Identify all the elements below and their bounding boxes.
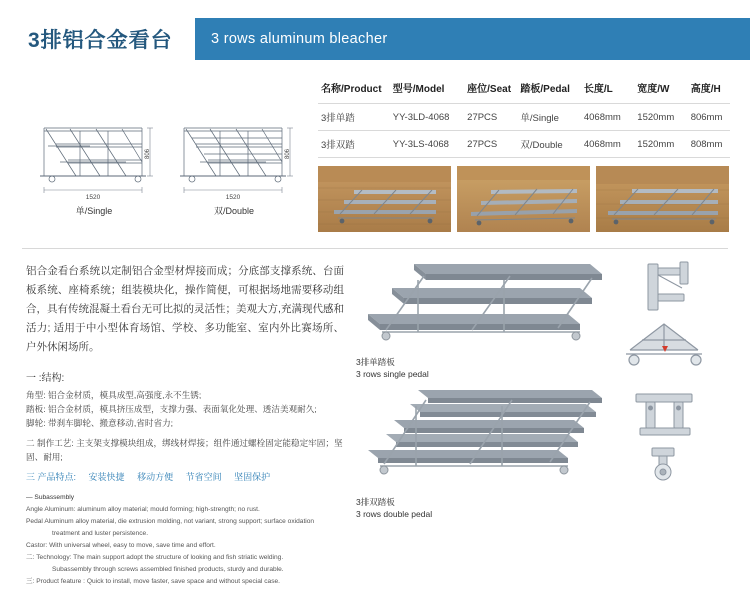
table-header-cell: 名称/Product	[318, 74, 390, 104]
drawing-caption-single: 单/Single	[75, 206, 113, 216]
en-line-2: Pedal Aluminum alloy material, die extrusion molding, not variant, strong support; surface oxidation	[26, 518, 315, 525]
illustration-caption-double-cn: 3排双踏板	[356, 497, 395, 507]
table-header-row	[318, 74, 730, 104]
illustration-single-pedal	[352, 258, 612, 358]
product-photo-2	[457, 166, 590, 232]
structure-title: 一 :结构:	[26, 373, 65, 384]
table-cell: YY-3LS-4068	[390, 131, 464, 158]
table-cell: 806mm	[688, 104, 730, 131]
description-block	[26, 262, 344, 589]
english-description	[26, 493, 344, 587]
spec-table	[318, 74, 730, 158]
table-cell: 808mm	[688, 131, 730, 158]
product-features	[26, 470, 344, 483]
en-line-1: Angle Aluminum: aluminum alloy material; mould forming; high-strength; no rust.	[26, 506, 260, 513]
illustration-caption-single-en: 3 rows single pedal	[356, 369, 429, 379]
table-header-cell: 座位/Seat	[464, 74, 517, 104]
table-cell: 27PCS	[464, 104, 517, 131]
en-line-5: 二: Technology: The main support adopt the structure of looking and fish striatic welding.	[26, 554, 284, 561]
part-bracket	[648, 262, 688, 310]
svg-text:1520: 1520	[85, 194, 101, 201]
en-subassembly-title: — Subassembly	[26, 494, 75, 501]
illustration-double-pedal	[352, 386, 612, 496]
drawing-double-bleacher	[170, 100, 298, 202]
part-hinge	[636, 394, 692, 435]
page-title-cn: 3排铝合金看台	[0, 18, 195, 60]
description-paragraph: 铝合金看台系统以定制铝合金型材焊接而成；分底部支撑系统、台面板系统、座椅系统；组装模块化，操作简便，可根据场地需要移动组合，具有传统混凝土看台无可比拟的灵活性；美观大方,充满现代感和活力; 适用于中小型体育场馆、学校、多功能室、室内外比赛场所、户外休闲场所。	[26, 265, 344, 353]
table-header-cell: 踏板/Pedal	[517, 74, 580, 104]
feature-title: 三 产品特点:	[26, 472, 77, 482]
structure-line-3: 脚轮: 带刹车脚轮、搬意移动,省时省力;	[26, 418, 174, 428]
table-header-cell: 宽度/W	[634, 74, 687, 104]
illustration-caption-single-cn: 3排单踏板	[356, 357, 395, 367]
table-cell: 3排单踏	[318, 104, 390, 131]
table-header-cell: 型号/Model	[390, 74, 464, 104]
technology-title: 二 制作工艺: 主支架支撑模块组成，绑线材焊接；组件通过螺栓固定能稳定牢固；坚固、耐用;	[26, 438, 343, 462]
part-frame	[626, 324, 702, 365]
table-header-cell: 长度/L	[581, 74, 634, 104]
part-caster	[652, 448, 674, 480]
illustration-caption-double	[356, 496, 432, 520]
en-line-7: 三: Product feature : Quick to install, move faster, save space and without special case.	[26, 578, 280, 585]
feature-item-1: 安装快捷	[88, 472, 125, 482]
en-line-3: treatment and luster persistence.	[52, 530, 149, 537]
table-cell: 1520mm	[634, 131, 687, 158]
illustration-caption-single	[356, 356, 429, 380]
drawing-single-bleacher	[30, 100, 158, 202]
en-line-6: Subassembly through screws assembled finished products, sturdy and durable.	[52, 566, 284, 573]
page-header	[0, 18, 750, 60]
table-header-cell: 高度/H	[688, 74, 730, 104]
technical-drawings	[22, 100, 302, 225]
component-detail-diagrams	[612, 258, 732, 488]
svg-text:1520: 1520	[225, 194, 241, 201]
illustration-caption-double-en: 3 rows double pedal	[356, 509, 433, 519]
section-divider	[22, 248, 728, 249]
en-line-4: Castor: With universal wheel, easy to move, save time and effort.	[26, 542, 216, 549]
table-cell: 1520mm	[634, 104, 687, 131]
table-cell: 4068mm	[581, 104, 634, 131]
feature-item-3: 节省空间	[185, 472, 222, 482]
illustration-area	[352, 258, 732, 520]
table-cell: 4068mm	[581, 131, 634, 158]
structure-line-2: 踏板: 铝合金材质，模具挤压成型，支撑力强、表面氧化处理、透洁美观耐久;	[26, 404, 317, 414]
feature-item-4: 坚固保护	[234, 472, 271, 482]
table-row	[318, 104, 730, 131]
svg-text:806: 806	[285, 148, 291, 160]
structure-line-1: 角型: 铝合金材质，模具成型,高强度,永不生锈;	[26, 390, 202, 400]
drawing-caption-double: 双/Double	[213, 206, 255, 216]
table-cell: 3排双踏	[318, 131, 390, 158]
table-cell: 单/Single	[517, 104, 580, 131]
table-cell: YY-3LD-4068	[390, 104, 464, 131]
product-photo-3	[596, 166, 729, 232]
table-cell: 双/Double	[517, 131, 580, 158]
page-title-en: 3 rows aluminum bleacher	[195, 18, 750, 60]
svg-text:806: 806	[145, 148, 151, 160]
feature-item-2: 移动方便	[137, 472, 174, 482]
product-photo-1	[318, 166, 451, 232]
product-photo-strip	[318, 166, 730, 232]
table-cell: 27PCS	[464, 131, 517, 158]
table-row	[318, 131, 730, 158]
